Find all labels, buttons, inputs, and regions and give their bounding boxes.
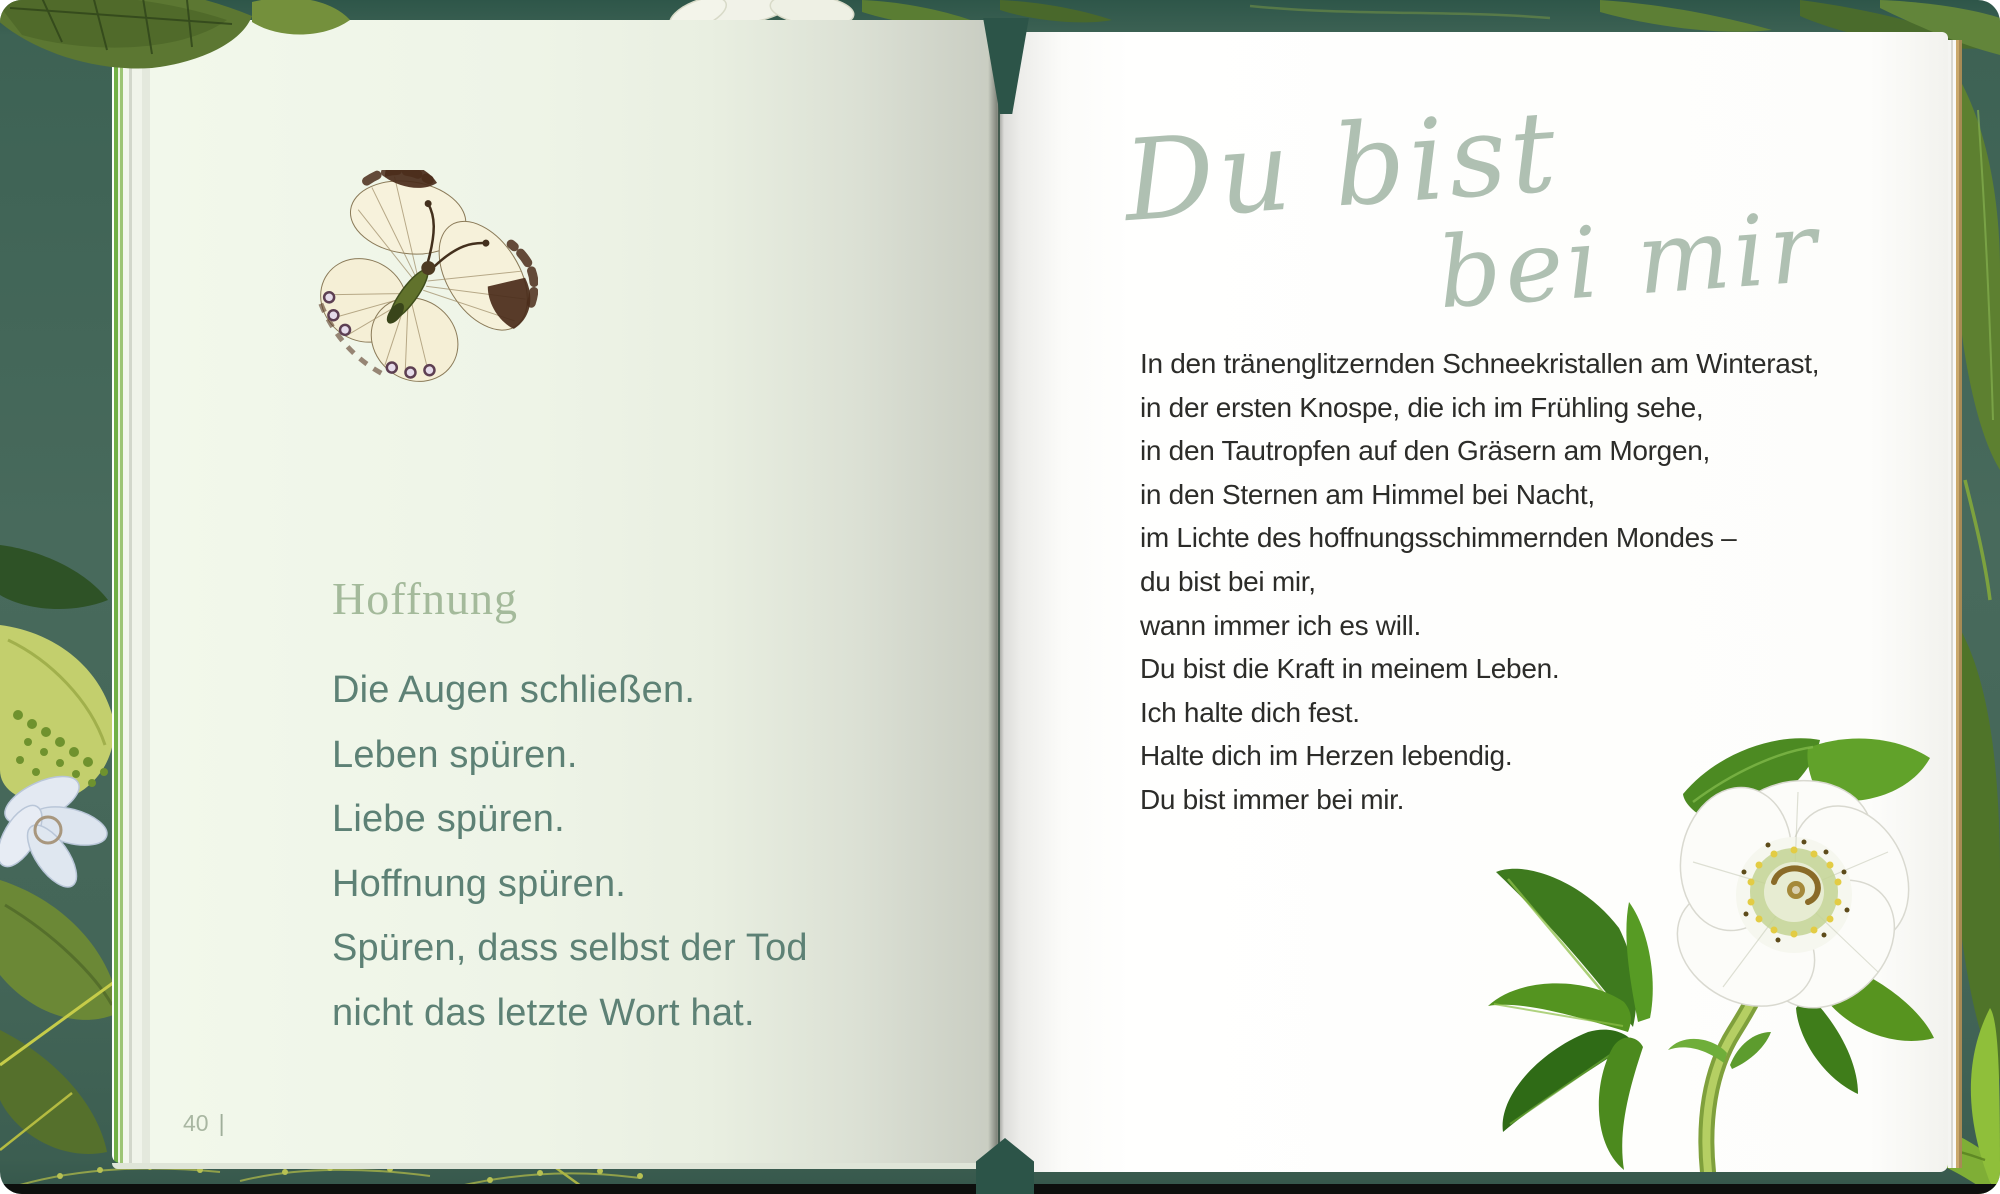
- left-book-page: [150, 20, 998, 1163]
- right-page-title-line2: bei mir: [1434, 190, 1824, 332]
- poem-line: wann immer ich es will.: [1140, 609, 1421, 641]
- left-page-under-edge: [112, 1163, 998, 1169]
- poem-line: In den tränenglitzernden Schneekristallen am Winterast,: [1140, 348, 1820, 379]
- poem-line: in der ersten Knospe, die ich im Frühling sehe,: [1140, 391, 1704, 423]
- page-number: [183, 1110, 225, 1137]
- poem-line: Hoffnung spüren.: [332, 862, 627, 905]
- poem-line: im Lichte des hoffnungsschimmernden Mondes –: [1140, 522, 1737, 554]
- poem-line: Ich halte dich fest.: [1140, 696, 1360, 728]
- poem-line: Du bist die Kraft in meinem Leben.: [1140, 653, 1560, 685]
- poem-line: nicht das letzte Wort hat.: [332, 991, 755, 1034]
- right-page-title-line1: Du bist: [1119, 86, 1564, 248]
- right-page-edge-stack: [1948, 40, 1962, 1168]
- left-page-edge-stack: [112, 20, 150, 1163]
- pale-flower: [0, 767, 111, 895]
- berry-cluster: [13, 710, 108, 787]
- poem-line: du bist bei mir,: [1140, 565, 1316, 597]
- poem-line: Halte dich im Herzen lebendig.: [1140, 740, 1513, 772]
- left-page-poem: [332, 658, 808, 1045]
- book-gutter-shadow: [988, 20, 1004, 1170]
- poem-line: in den Tautropfen auf den Gräsern am Morgen,: [1140, 435, 1710, 467]
- poem-line: in den Sternen am Himmel bei Nacht,: [1140, 478, 1595, 510]
- poem-line: Leben spüren.: [332, 733, 578, 776]
- poem-line: Liebe spüren.: [332, 798, 565, 840]
- hellebore-flower-illustration: [1478, 732, 1948, 1172]
- right-book-page: [1000, 32, 1948, 1172]
- poem-line: Du bist immer bei mir.: [1140, 783, 1405, 815]
- page-number-divider: |: [218, 1110, 225, 1136]
- left-page-title: Hoffnung: [332, 573, 519, 624]
- page-number-value: 40: [183, 1110, 209, 1136]
- butterfly-illustration: [293, 170, 538, 405]
- poem-line: Die Augen schließen.: [332, 669, 696, 711]
- poem-line: Spüren, dass selbst der Tod: [332, 927, 808, 969]
